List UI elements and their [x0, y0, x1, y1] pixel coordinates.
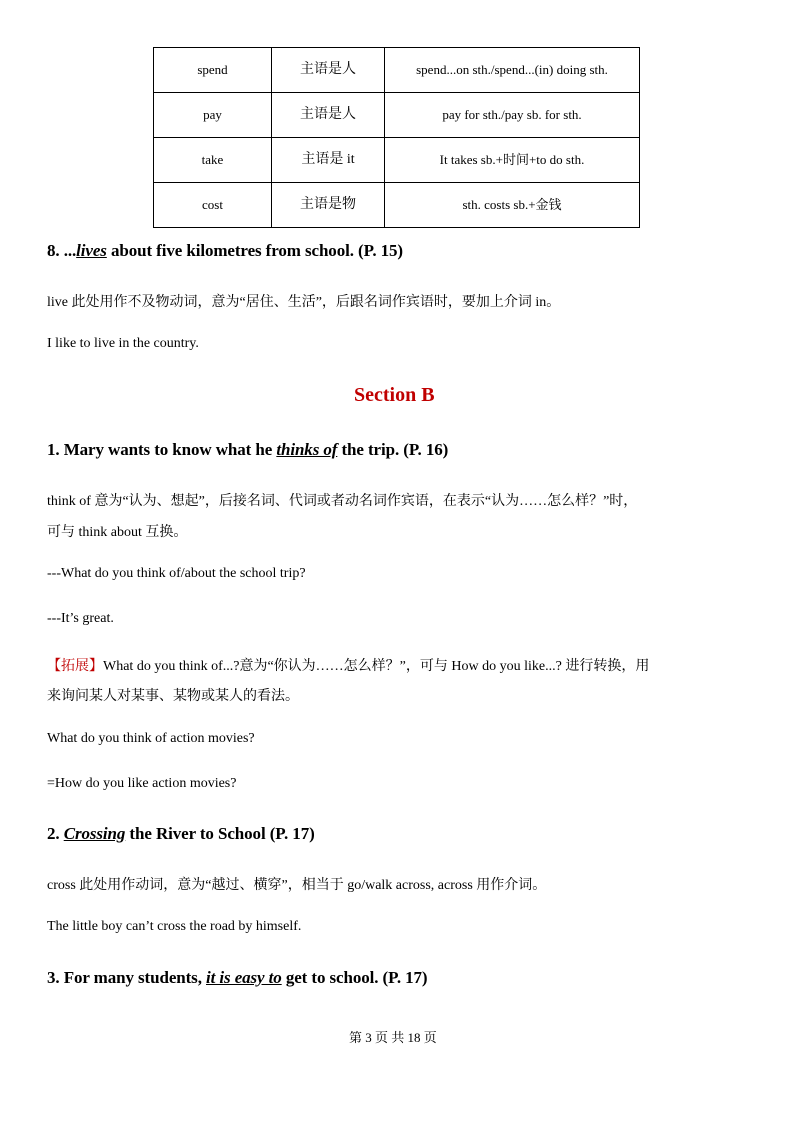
heading-prefix: 3. For many students, — [47, 968, 207, 987]
table-cell-verb: take — [154, 138, 272, 183]
table-cell-subject: 主语是物 — [272, 183, 385, 228]
heading-suffix: the trip. (P. 16) — [337, 440, 449, 459]
heading-prefix: 1. Mary wants to know what he — [47, 440, 277, 459]
table-cell-verb: pay — [154, 93, 272, 138]
item-b1-heading — [47, 440, 448, 460]
heading-keyword: it is easy to — [206, 968, 282, 987]
heading-keyword: lives — [76, 241, 107, 260]
heading-keyword: Crossing — [63, 824, 126, 843]
extension-tag: 【拓展】 — [47, 659, 103, 674]
table-cell-usage: It takes sb.+时间+to do sth. — [385, 138, 640, 183]
table-cell-subject: 主语是人 — [272, 48, 385, 93]
heading-suffix: get to school. (P. 17) — [281, 968, 428, 987]
item-b1-example-1: What do you think of action movies? — [47, 731, 255, 746]
table-cell-verb: cost — [154, 183, 272, 228]
item-b1-dialog-line-2: ---It’s great. — [47, 611, 114, 626]
table-row — [154, 93, 640, 138]
item-b1-explanation-line-2: 可与 think about 互换。 — [47, 525, 188, 540]
table-cell-verb: spend — [154, 48, 272, 93]
table-row — [154, 48, 640, 93]
table-cell-subject: 主语是 it — [272, 138, 385, 183]
table-cell-usage: sth. costs sb.+金钱 — [385, 183, 640, 228]
section-title: Section B — [354, 384, 435, 406]
table-cell-subject: 主语是人 — [272, 93, 385, 138]
heading-suffix: about five kilometres from school. (P. 15) — [106, 241, 403, 260]
verb-usage-table — [153, 47, 640, 228]
item-8-heading — [47, 241, 403, 261]
item-b1-example-2: =How do you like action movies? — [47, 776, 237, 791]
heading-suffix: the River to School (P. 17) — [125, 824, 315, 843]
table-row — [154, 183, 640, 228]
table-cell-usage: spend...on sth./spend...(in) doing sth. — [385, 48, 640, 93]
item-b1-extension-line-1 — [47, 655, 649, 675]
table-cell-usage: pay for sth./pay sb. for sth. — [385, 93, 640, 138]
heading-keyword: thinks of — [276, 440, 338, 459]
item-b2-example: The little boy can’t cross the road by himself. — [47, 919, 302, 934]
heading-prefix: 2. — [47, 824, 64, 843]
heading-prefix: 8. ... — [47, 241, 77, 260]
item-b1-extension-line-2: 来询问某人对某事、某物或某人的看法。 — [47, 689, 299, 704]
page-number-footer: 第 3 页 共 18 页 — [349, 1030, 437, 1045]
item-8-example: I like to live in the country. — [47, 336, 199, 351]
item-b1-dialog-line-1: ---What do you think of/about the school trip? — [47, 566, 306, 581]
table-row — [154, 138, 640, 183]
item-b2-explanation: cross 此处用作动词，意为“越过、横穿”，相当于 go/walk across, across 用作介词。 — [47, 878, 547, 893]
item-b1-explanation-line-1: think of 意为“认为、想起”，后接名词、代词或者动名词作宾语，在表示“认为……怎么样？”时， — [47, 494, 638, 509]
item-b2-heading — [47, 824, 315, 844]
item-b3-heading — [47, 968, 428, 988]
extension-text: What do you think of...?意为“你认为……怎么样？”，可与 How do you like...? 进行转换，用 — [103, 659, 650, 674]
item-8-explanation: live 此处用作不及物动词，意为“居住、生活”，后跟名词作宾语时，要加上介词 in。 — [47, 295, 561, 310]
